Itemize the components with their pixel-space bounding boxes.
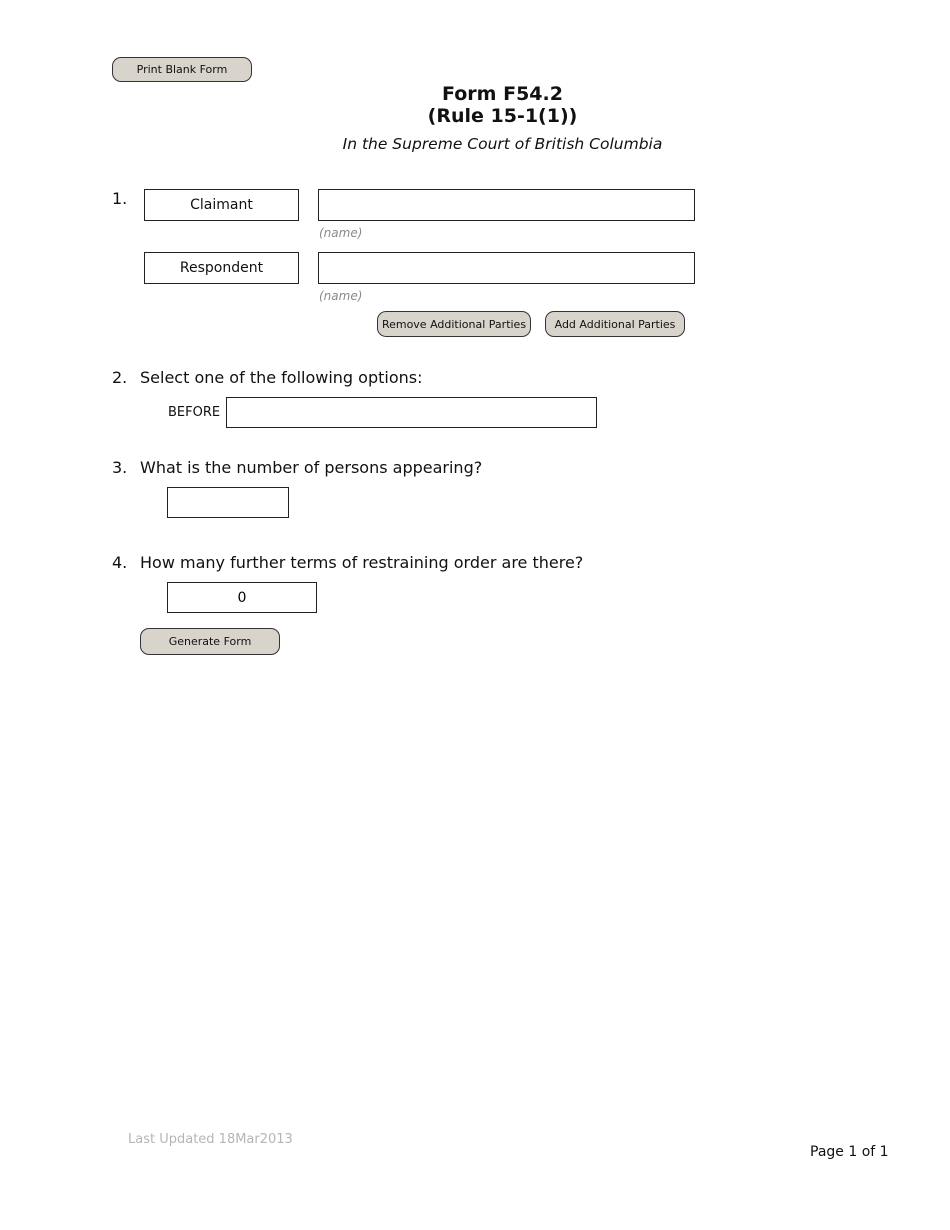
respondent-role-label: Respondent (179, 260, 264, 276)
respondent-name-hint: (name) (319, 289, 363, 303)
respondent-name-input[interactable] (318, 252, 695, 284)
before-label: BEFORE (168, 405, 221, 420)
print-blank-form-button[interactable]: Print Blank Form (112, 57, 252, 82)
q3-number: 3. (112, 458, 128, 477)
q3-text: What is the number of persons appearing? (140, 458, 483, 477)
remove-additional-parties-button[interactable]: Remove Additional Parties (377, 311, 531, 337)
respondent-role-box[interactable] (144, 252, 299, 284)
form-rule: (Rule 15-1(1)) (427, 105, 578, 127)
q2-text: Select one of the following options: (140, 368, 423, 387)
before-input[interactable] (226, 397, 597, 428)
further-terms-input[interactable] (167, 582, 317, 613)
q4-number: 4. (112, 553, 128, 572)
generate-form-button[interactable]: Generate Form (140, 628, 280, 655)
form-title: Form F54.2 (442, 83, 563, 105)
page-number: Page 1 of 1 (810, 1144, 889, 1160)
claimant-role-label: Claimant (190, 197, 253, 213)
q4-text: How many further terms of restraining order are there? (140, 553, 584, 572)
add-additional-parties-button[interactable]: Add Additional Parties (545, 311, 685, 337)
court-name: In the Supreme Court of British Columbia (342, 135, 663, 153)
q1-number: 1. (112, 189, 128, 208)
persons-appearing-input[interactable] (167, 487, 289, 518)
claimant-name-hint: (name) (319, 226, 363, 240)
claimant-role-box[interactable] (144, 189, 299, 221)
claimant-name-input[interactable] (318, 189, 695, 221)
last-updated-text: Last Updated 18Mar2013 (128, 1132, 293, 1147)
q2-number: 2. (112, 368, 128, 387)
